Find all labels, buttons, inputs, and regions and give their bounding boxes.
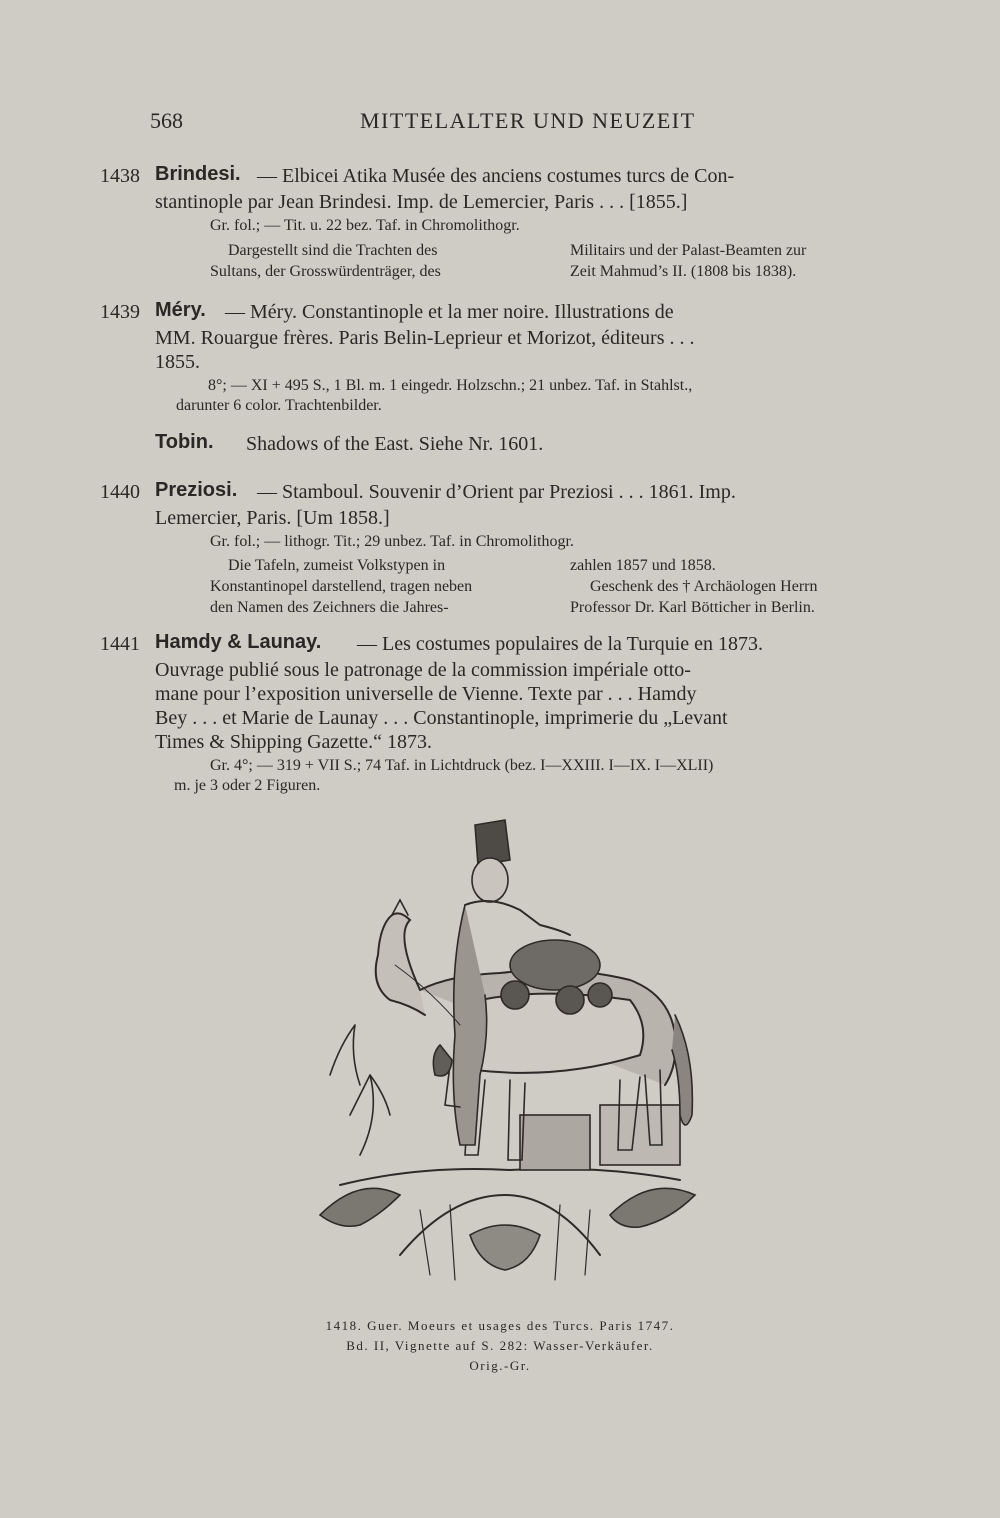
entry-author: Hamdy & Launay. xyxy=(155,631,322,653)
page-number: 568 xyxy=(150,108,183,133)
entry-number: 1438 xyxy=(100,165,140,187)
entry-cross-reference: Shadows of the East. Siehe Nr. 1601. xyxy=(246,433,544,455)
running-title: MITTELALTER UND NEUZEIT xyxy=(360,108,696,133)
entry-title-line: — Elbicei Atika Musée des anciens costumes turcs de Con- xyxy=(257,165,735,187)
entry-title-line: Times & Shipping Gazette.“ 1873. xyxy=(155,731,433,753)
entry-title-line: stantinople par Jean Brindesi. Imp. de Lemercier, Paris . . . [1855.] xyxy=(155,191,688,213)
note-left-line: Die Tafeln, zumeist Volkstypen in xyxy=(228,557,446,574)
caption-line: Bd. II, Vignette auf S. 282: Wasser-Verkäufer. xyxy=(346,1338,654,1353)
note-right-line: Geschenk des † Archäologen Herrn xyxy=(590,578,818,595)
entry-title-line: 1855. xyxy=(155,351,200,373)
caption-line: Orig.-Gr. xyxy=(469,1358,531,1373)
entry-collation: Gr. fol.; — lithogr. Tit.; 29 unbez. Taf. in Chromolithogr. xyxy=(210,533,574,550)
entry-collation: Gr. 4°; — 319 + VII S.; 74 Taf. in Lichtdruck (bez. I—XXIII. I—IX. I—XLII) xyxy=(210,757,714,774)
entry-title-line: Lemercier, Paris. [Um 1858.] xyxy=(155,507,390,529)
caption-line: 1418. Guer. Moeurs et usages des Turcs. Paris 1747. xyxy=(325,1318,675,1333)
entry-title-line: Bey . . . et Marie de Launay . . . Constantinople, imprimerie du „Levant xyxy=(155,707,728,729)
entry-title-line: mane pour l’exposition universelle de Vienne. Texte par . . . Hamdy xyxy=(155,683,697,705)
note-right-line: Professor Dr. Karl Bötticher in Berlin. xyxy=(570,599,815,616)
entry-title-line: — Méry. Constantinople et la mer noire. Illustrations de xyxy=(225,301,674,323)
entry-title-line: Ouvrage publié sous le patronage de la commission impériale otto- xyxy=(155,659,691,681)
entry-title-line: — Stamboul. Souvenir d’Orient par Preziosi . . . 1861. Imp. xyxy=(257,481,736,503)
running-head xyxy=(150,108,900,138)
entry-title-line: — Les costumes populaires de la Turquie en 1873. xyxy=(357,633,764,655)
entry-collation: m. je 3 oder 2 Figuren. xyxy=(174,777,321,794)
figure-caption xyxy=(250,1316,750,1376)
entry-author: Preziosi. xyxy=(155,479,238,501)
entry-number: 1441 xyxy=(100,633,140,655)
note-right-line: Militairs und der Palast-Beamten zur xyxy=(570,242,807,259)
entry-author: Tobin. xyxy=(155,431,214,453)
entry-number: 1440 xyxy=(100,481,140,503)
note-left-line: Dargestellt sind die Trachten des xyxy=(228,242,438,259)
note-left-line: den Namen des Zeichners die Jahres- xyxy=(210,599,449,616)
entry-collation: darunter 6 color. Trachtenbilder. xyxy=(176,397,382,414)
entry-author: Brindesi. xyxy=(155,163,241,185)
note-right-line: zahlen 1857 und 1858. xyxy=(570,557,716,574)
entry-collation: Gr. fol.; — Tit. u. 22 bez. Taf. in Chromolithogr. xyxy=(210,217,520,234)
entry-number: 1439 xyxy=(100,301,140,323)
note-right-line: Zeit Mahmud’s II. (1808 bis 1838). xyxy=(570,263,797,280)
note-left-line: Konstantinopel darstellend, tragen neben xyxy=(210,578,473,595)
entry-author: Méry. xyxy=(155,299,206,321)
entry-collation: 8°; — XI + 495 S., 1 Bl. m. 1 eingedr. Holzschn.; 21 unbez. Taf. in Stahlst., xyxy=(208,377,693,394)
entry-title-line: MM. Rouargue frères. Paris Belin-Leprieur et Morizot, éditeurs . . . xyxy=(155,327,695,349)
water-seller-vignette xyxy=(300,815,710,1295)
note-left-line: Sultans, der Grosswürdenträger, des xyxy=(210,263,441,280)
